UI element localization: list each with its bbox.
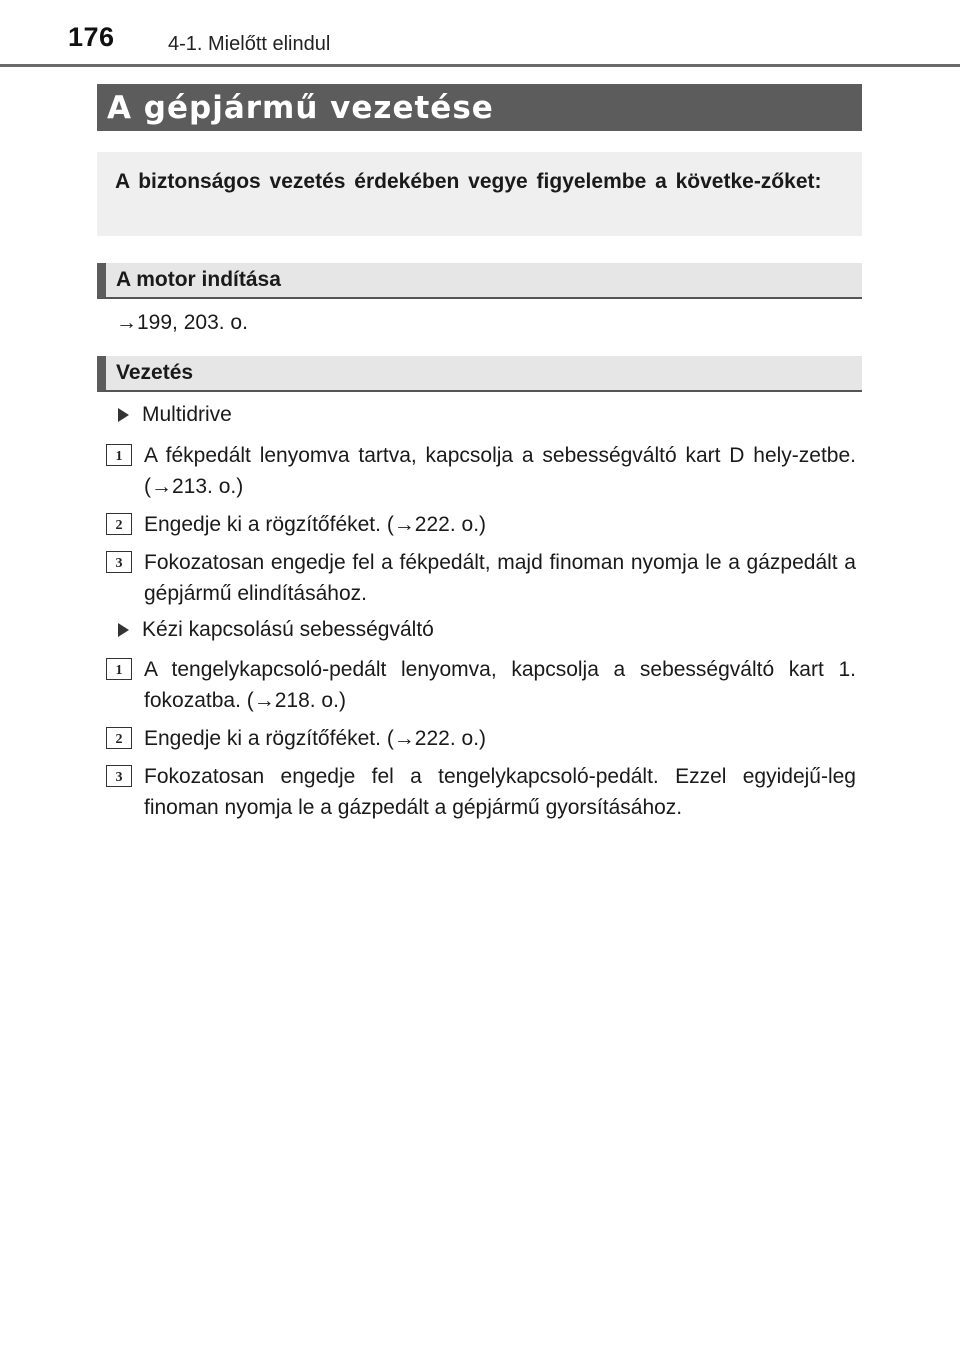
step-text: A fékpedált lenyomva tartva, kapcsolja a sebességváltó kart D hely-zetbe. (→213. o.)	[144, 444, 856, 498]
group-label-manual	[118, 618, 434, 642]
page-title: A gépjármű vezetése	[107, 90, 494, 126]
group-label-text: Multidrive	[142, 403, 232, 426]
step-number-badge: 3	[106, 765, 132, 787]
step-number-badge: 2	[106, 727, 132, 749]
triangle-bullet-icon	[118, 408, 129, 422]
step-number-badge: 1	[106, 658, 132, 680]
intro-box: A biztonságos vezetés érdekében vegye figyelembe a követke-zőket:	[97, 152, 862, 236]
step-text: Engedje ki a rögzítőféket. (→222. o.)	[144, 513, 487, 536]
step-number-badge: 3	[106, 551, 132, 573]
subheading-driving: Vezetés	[97, 356, 862, 392]
page-reference: →199, 203. o.	[116, 311, 248, 334]
step-text: Engedje ki a rögzítőféket. (→222. o.)	[144, 727, 487, 750]
step-text: Fokozatosan engedje fel a fékpedált, majd finoman nyomja le a gázpedált a gépjármű elindításához.	[144, 551, 856, 605]
chapter-section-label: 4-1. Mielőtt elindul	[168, 33, 331, 55]
page-number: 176	[68, 22, 115, 52]
step-number-badge: 2	[106, 513, 132, 535]
subheading-engine-start: A motor indítása	[97, 263, 862, 299]
group-label-text: Kézi kapcsolású sebességváltó	[142, 618, 434, 641]
page-title-bar	[97, 84, 862, 131]
group-label-multidrive	[118, 403, 232, 427]
header-divider	[0, 64, 960, 67]
step-text: Fokozatosan engedje fel a tengelykapcsoló-pedált. Ezzel egyidejű-leg finoman nyomja le a gázpedált a gépjármű gyorsításához.	[144, 765, 856, 819]
triangle-bullet-icon	[118, 623, 129, 637]
step-number-badge: 1	[106, 444, 132, 466]
step-text: A tengelykapcsoló-pedált lenyomva, kapcsolja a sebességváltó kart 1. fokozatba. (→218. o.)	[144, 658, 856, 712]
page-header	[0, 0, 960, 68]
